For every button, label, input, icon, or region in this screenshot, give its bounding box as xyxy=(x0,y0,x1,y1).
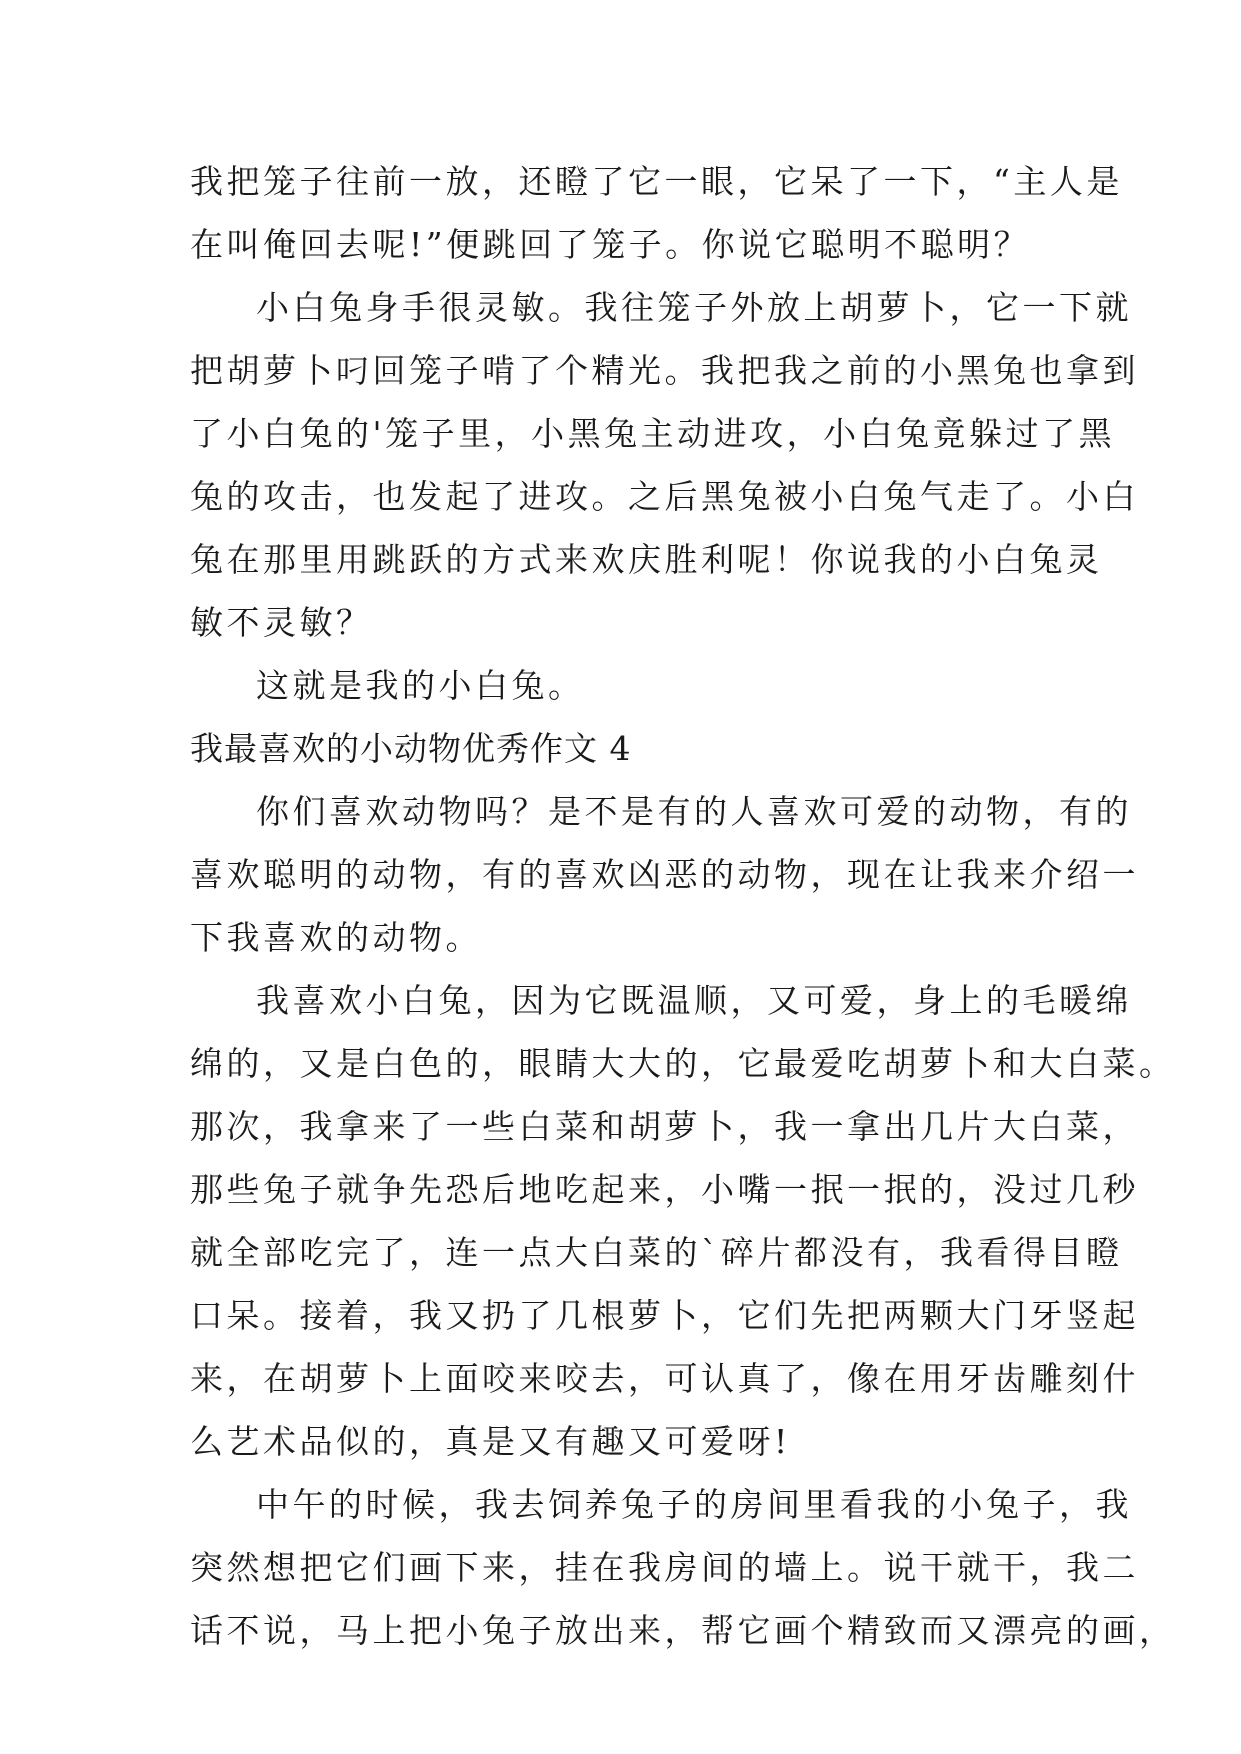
text-line: 那次，我拿来了一些白菜和胡萝卜，我一拿出几片大白菜， xyxy=(190,1107,1139,1146)
text-line: 口呆。接着，我又扔了几根萝卜，它们先把两颗大门牙竖起 xyxy=(190,1296,1139,1335)
text-line: 就全部吃完了，连一点大白菜的`碎片都没有，我看得目瞪 xyxy=(190,1233,1123,1272)
text-line: 么艺术品似的，真是又有趣又可爱呀! xyxy=(190,1422,791,1461)
text-line: 了小白兔的'笼子里，小黑兔主动进攻，小白兔竟躲过了黑 xyxy=(190,414,1116,453)
paragraph xyxy=(190,276,1139,654)
document-body xyxy=(190,150,1176,1662)
text-line: 这就是我的小白兔。 xyxy=(256,666,585,705)
paragraph xyxy=(190,1473,1176,1662)
text-line: 在叫俺回去呢!”便跳回了笼子。你说它聪明不聪明？ xyxy=(190,225,1031,264)
text-line: 那些兔子就争先恐后地吃起来，小嘴一抿一抿的，没过几秒 xyxy=(190,1170,1139,1209)
text-line: 敏不灵敏？ xyxy=(190,603,373,642)
section-heading xyxy=(190,717,1050,780)
text-line: 话不说，马上把小兔子放出来，帮它画个精致而又漂亮的画， xyxy=(190,1611,1176,1650)
text-line: 把胡萝卜叼回笼子啃了个精光。我把我之前的小黑兔也拿到 xyxy=(190,351,1139,390)
text-line: 兔在那里用跳跃的方式来欢庆胜利呢！你说我的小白兔灵 xyxy=(190,540,1103,579)
text-line: 你们喜欢动物吗？是不是有的人喜欢可爱的动物，有的 xyxy=(256,792,1132,831)
text-line: 我把笼子往前一放，还瞪了它一眼，它呆了一下，“主人是 xyxy=(190,162,1123,201)
text-line: 小白兔身手很灵敏。我往笼子外放上胡萝卜，它一下就 xyxy=(256,288,1132,327)
paragraph xyxy=(190,969,1176,1473)
text-line: 我喜欢小白兔，因为它既温顺，又可爱，身上的毛暖绵 xyxy=(256,981,1132,1020)
text-line: 突然想把它们画下来，挂在我房间的墙上。说干就干，我二 xyxy=(190,1548,1139,1587)
text-line: 中午的时候，我去饲养兔子的房间里看我的小兔子，我 xyxy=(256,1485,1132,1524)
paragraph xyxy=(190,150,1123,276)
paragraph xyxy=(190,654,1050,717)
text-line: 兔的攻击，也发起了进攻。之后黑兔被小白兔气走了。小白 xyxy=(190,477,1139,516)
heading-text: 我最喜欢的小动物优秀作文 4 xyxy=(190,729,632,768)
text-line: 下我喜欢的动物。 xyxy=(190,918,482,957)
text-line: 来，在胡萝卜上面咬来咬去，可认真了，像在用牙齿雕刻什 xyxy=(190,1359,1139,1398)
paragraph xyxy=(190,780,1139,969)
text-line: 绵的，又是白色的，眼睛大大的，它最爱吃胡萝卜和大白菜。 xyxy=(190,1044,1176,1083)
text-line: 喜欢聪明的动物，有的喜欢凶恶的动物，现在让我来介绍一 xyxy=(190,855,1139,894)
